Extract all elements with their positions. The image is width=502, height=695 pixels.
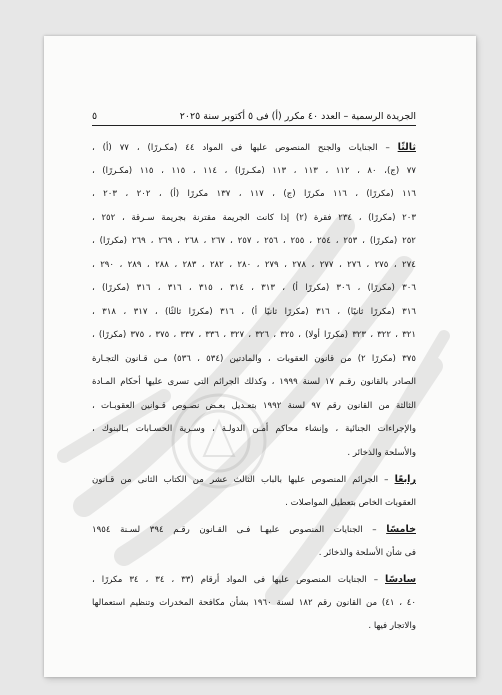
text-line xyxy=(92,324,416,348)
text-line xyxy=(92,492,416,516)
document-page xyxy=(44,36,476,677)
line-text: ٢٧٤ ، ٢٧٥ ، ٢٧٦ ، ٢٧٧ ، ٢٧٨ ، ٢٧٩ ، ٢٨٠ ، ٢٨٢ ، ٢٨٣ ، ٢٨٨ ، ٢٨٩ ، ٢٩٠ ، xyxy=(92,259,416,270)
line-text: – الجرائم المنصوص عليها بالباب الثالث عشر من الكتاب الثانى من قـانون xyxy=(92,475,395,485)
text-line xyxy=(92,615,416,639)
document-body xyxy=(92,136,416,639)
page-header xyxy=(92,111,416,125)
text-line xyxy=(92,542,416,566)
line-text: ٣٠٦ (مكررًا) ، ٣٠٦ (مكررًا أ) ، ٣١٣ ، ٣١٤ ، ٣١٥ ، ٣١٦ ، ٣١٦ (مكررًا) ، xyxy=(92,283,416,293)
line-text: ١١٦ (مكررًا) ، ١١٦ مكررًا (ج) ، ١١٧ ، ١٣٧ مكررًا (أ) ، ٢٠٢ ، ٢٠٣ ، xyxy=(92,189,416,199)
clause-label: خامسًا xyxy=(386,524,416,535)
header-divider xyxy=(92,125,416,126)
clause-label: ثالثًا xyxy=(397,142,416,153)
text-line xyxy=(92,518,416,542)
text-line xyxy=(92,277,416,301)
line-text: ٣٢١ ، ٣٢٢ ، ٣٢٣ (مكررًا أولا) ، ٣٢٥ ، ٣٢٦ ، ٣٢٧ ، ٣٣٦ ، ٣٣٧ ، ٣٧٥ ، ٣٧٥ (مكررًا) ، xyxy=(92,330,416,340)
line-text: والاتجار فيها . xyxy=(368,621,416,631)
text-line xyxy=(92,592,416,616)
text-line xyxy=(92,468,416,492)
line-text: ٢٥٢ (مكررًا) ، ٢٥٣ ، ٢٥٤ ، ٢٥٥ ، ٢٥٦ ، ٢٥٧ ، ٢٦٧ ، ٢٦٨ ، ٢٦٩ ، ٢٦٩ (مكررًا) ، xyxy=(92,236,416,246)
line-text: – الجنايات والجنح المنصوص عليها فى المواد ٤٤ (مكـررًا) ، ٧٧ (أ) ، xyxy=(92,143,398,153)
text-line xyxy=(92,301,416,325)
text-line xyxy=(92,136,416,160)
gazette-title: الجريدة الرسمية – العدد ٤٠ مكرر (أ) فى ٥ أكتوبر سنة ٢٠٢٥ xyxy=(179,111,416,122)
line-text: – الجنايات المنصوص عليهـا فـى القـانون رقـم ٣٩٤ لسـنة ١٩٥٤ xyxy=(92,525,387,535)
clause-label: رابعًا xyxy=(394,474,416,485)
text-line xyxy=(92,207,416,231)
line-text: ٤٠ ، ٤١) من القانون رقم ١٨٢ لسنة ١٩٦٠ بشأن مكافحة المخدرات وتنظيم استعمالها xyxy=(92,597,416,608)
text-line xyxy=(92,442,416,466)
clause-label: سادسًا xyxy=(385,574,416,585)
text-line xyxy=(92,348,416,372)
line-text: فى شأن الأسلحة والذخائر . xyxy=(318,547,416,558)
line-text: الصادر بالقانون رقـم ١٧ لسنة ١٩٩٩ ، وكذلك الجرائم التى تسرى عليها أحكام المـادة xyxy=(92,377,416,387)
text-line xyxy=(92,568,416,592)
text-line xyxy=(92,395,416,419)
line-text: – الجنايات المنصوص عليها فى المواد أرقام (٣٣ ، ٣٤ ، ٣٤ مكررًا ، xyxy=(92,575,385,585)
line-text: ٣١٦ (مكررًا ثانيًا) ، ٣١٦ (مكررًا ثانيًا أ) ، ٣١٦ (مكررًا ثالثًا) ، ٣١٧ ، ٣١٨ ، xyxy=(92,306,416,317)
line-text: والأسلحة والذخائر . xyxy=(347,447,416,458)
line-text: ٣٧٥ (مكررًا ٢) من قانون العقوبات ، والمادتين (٥٣٤ ، ٥٣٦) مـن قـانون التجـارة xyxy=(92,353,416,364)
text-line xyxy=(92,160,416,184)
line-text: العقوبات الخاص بتعطيل المواصلات . xyxy=(285,497,416,508)
page-number: ٥ xyxy=(92,111,98,122)
line-text: الثالثة من القانون رقم ٩٧ لسنة ١٩٩٢ بتعـديل بعـض نصـوص قـوانين العقوبـات ، xyxy=(92,400,416,411)
text-line xyxy=(92,230,416,254)
line-text: ٧٧ (ج)، ٨٠ ، ١١٢ ، ١١٣ ، ١١٣ (مكـررًا) ، ١١٤ ، ١١٥ ، ١١٥ (مكـررًا) ، xyxy=(92,165,416,176)
line-text: ٢٠٣ (مكررًا) ، ٢٣٤ فقرة (٢) إذا كانت الجريمة مقترنة بجريمة سـرقة ، ٢٥٢ ، xyxy=(92,212,416,223)
text-line xyxy=(92,418,416,442)
line-text: والإجراءات الجنائية ، وإنشاء محاكم أمـن الدولـة ، وسـرية الحسـابات بـالبنوك ، xyxy=(92,424,416,434)
text-line xyxy=(92,183,416,207)
text-line xyxy=(92,371,416,395)
text-line xyxy=(92,254,416,278)
